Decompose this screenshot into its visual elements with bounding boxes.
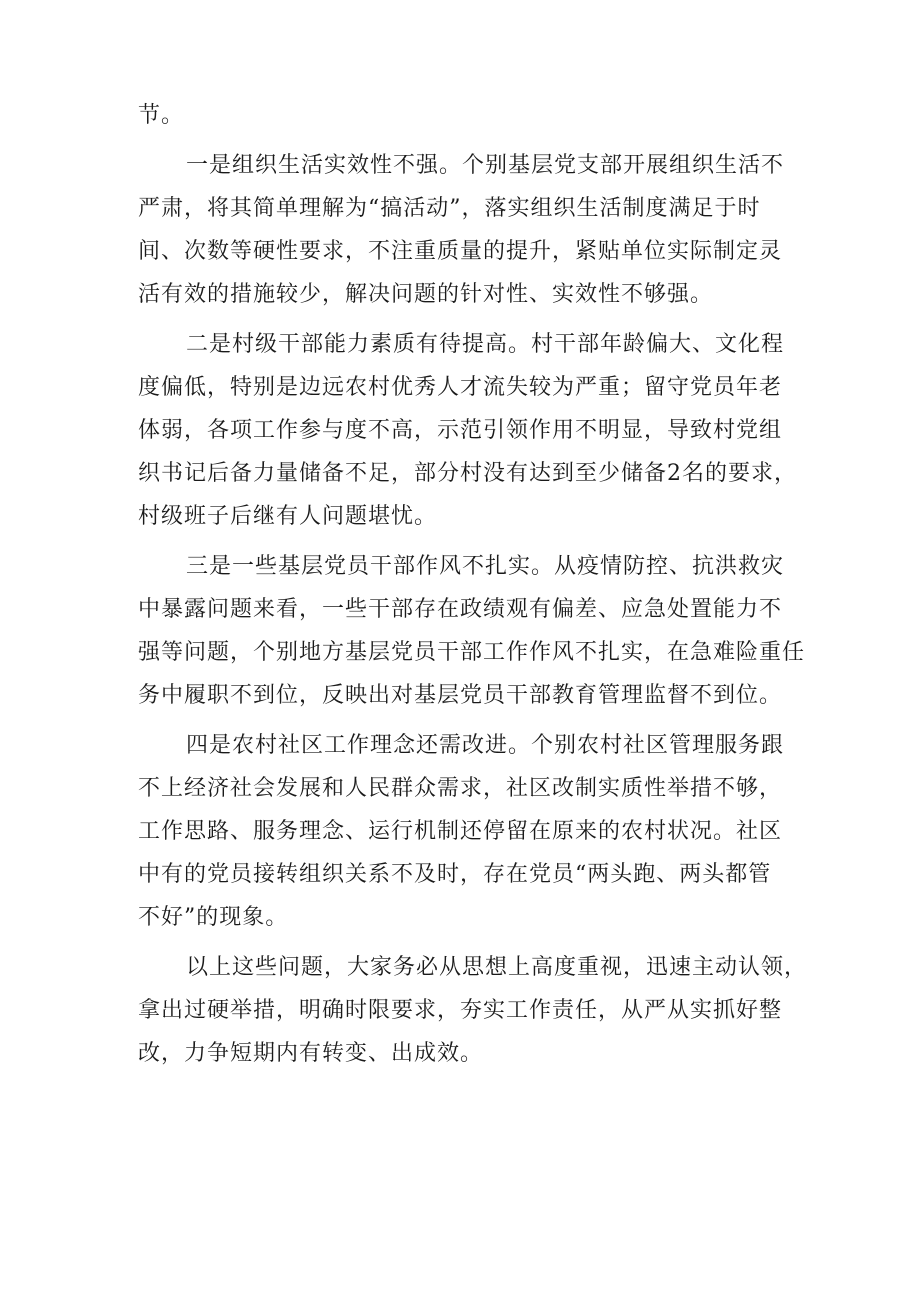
text-line: 一是组织生活实效性不强。个别基层党支部开展组织生活不	[186, 153, 785, 178]
paragraph-point-3	[138, 545, 806, 717]
paragraph-point-4	[138, 724, 794, 939]
text-line: 村级班子后继有人问题堪忧。	[138, 504, 438, 529]
text-line: 间、次数等硬性要求，不注重质量的提升，紧贴单位实际制定灵	[138, 239, 783, 264]
text-line: 强等问题，个别地方基层党员干部工作作风不扎实，在急难险重任	[138, 640, 806, 665]
paragraph-point-1	[138, 144, 794, 316]
text-line: 中暴露问题来看，一些干部存在政绩观有偏差、应急处置能力不	[138, 597, 783, 622]
text-line: 织书记后备力量储备不足，部分村没有达到至少储备2名的要求，	[138, 461, 797, 486]
text-line: 不上经济社会发展和人民群众需求，社区改制实质性举措不够，	[138, 776, 783, 801]
paragraph-continuation	[138, 94, 794, 137]
text-line: 务中履职不到位，反映出对基层党员干部教育管理监督不到位。	[138, 683, 783, 708]
text-line: 二是村级干部能力素质有待提高。村干部年龄偏大、文化程	[186, 332, 785, 357]
text-line: 四是农村社区工作理念还需改进。个别农村社区管理服务跟	[186, 733, 785, 758]
text-line: 节。	[138, 103, 185, 128]
text-line: 以上这些问题，大家务必从思想上高度重视，迅速主动认领，	[186, 955, 808, 980]
text-line: 改，力争短期内有转变、出成效。	[138, 1041, 484, 1066]
text-line: 三是一些基层党员干部作风不扎实。从疫情防控、抗洪救灾	[186, 554, 785, 579]
text-line: 活有效的措施较少，解决问题的针对性、实效性不够强。	[138, 282, 714, 307]
text-line: 体弱，各项工作参与度不高，示范引领作用不明显，导致村党组	[138, 418, 783, 443]
text-line: 严肃，将其简单理解为“搞活动”，落实组织生活制度满足于时	[138, 196, 761, 221]
text-line: 拿出过硬举措，明确时限要求，夯实工作责任，从严从实抓好整	[138, 998, 783, 1023]
paragraph-conclusion	[138, 946, 808, 1075]
paragraph-point-2	[138, 323, 797, 538]
text-line: 不好”的现象。	[138, 905, 289, 930]
text-line: 度偏低，特别是边远农村优秀人才流失较为严重；留守党员年老	[138, 375, 783, 400]
text-line: 中有的党员接转组织关系不及时，存在党员“两头跑、两头都管	[138, 862, 772, 887]
text-line: 工作思路、服务理念、运行机制还停留在原来的农村状况。社区	[138, 819, 783, 844]
document-body	[138, 94, 808, 1082]
